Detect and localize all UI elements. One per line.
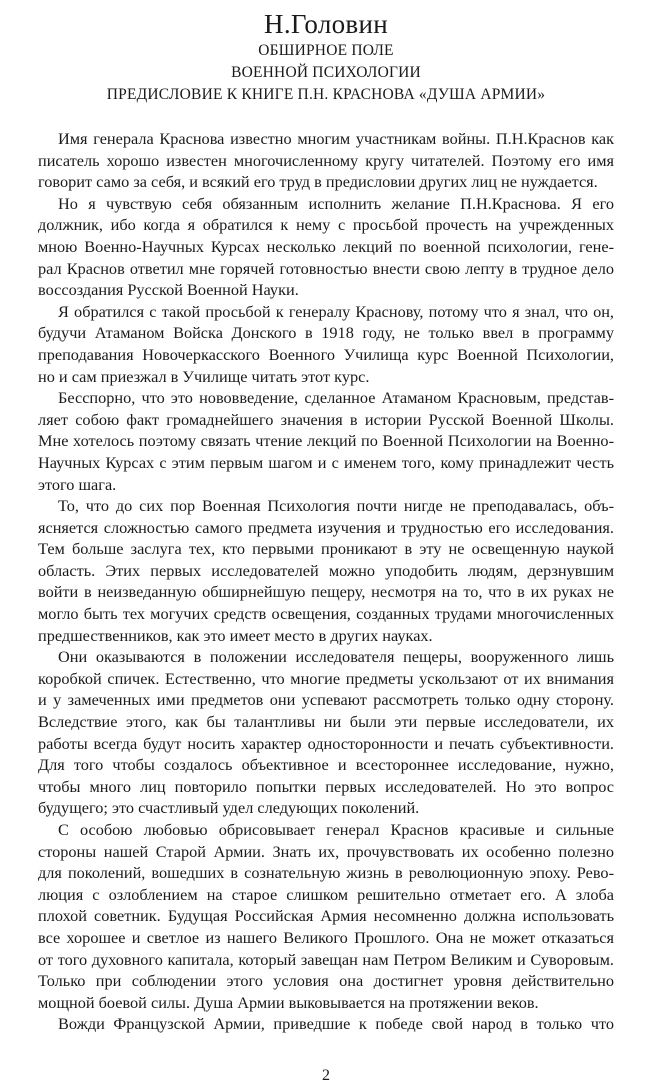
paragraph — [38, 128, 614, 193]
article-body — [38, 128, 614, 1035]
text-line: для поколений, вошедших в сознательную жизнь в революционную эпоху. Рево- — [38, 863, 614, 883]
text-line: все хорошее и светлое из нашего Великого Прошлого. Она не может отказаться — [38, 927, 614, 947]
paragraph — [38, 646, 614, 819]
text-line: С особою любовью обрисовывает генерал Краснов красивые и сильные — [58, 820, 614, 839]
text-line: будучи Атаманом Войска Донского в 1918 году, не только ввел в программу — [38, 323, 614, 343]
page-number: 2 — [322, 1067, 330, 1084]
text-line: Научных Курсах с этим первым шагом и с именем того, кому принадлежит честь — [38, 452, 614, 472]
text-line: воссоздания Русской Военной Науки. — [38, 280, 299, 300]
text-line: Для того чтобы создалось объективное и всестороннее исследование, нужно, — [38, 755, 614, 775]
title-line: ВОЕННОЙ ПСИХОЛОГИИ — [231, 64, 421, 81]
text-line: ляет собою факт громаднейшего значения в истории Русской Военной Школы. — [38, 409, 614, 429]
text-line: Вожди Французской Армии, приведшие к победе свой народ в только что — [58, 1014, 614, 1034]
text-line: люция с озлоблением на старое слишком решительно отметает его. А злоба — [38, 884, 614, 904]
text-line: будущего; это счастливый удел следующих поколений. — [38, 798, 420, 818]
paragraph — [38, 387, 614, 495]
text-line: и у замеченных ими предметов они успевают рассмотреть только одну сторону. — [38, 690, 614, 710]
text-line: Но я чувствую себя обязанным исполнить желание П.Н.Краснова. Я его — [58, 193, 614, 213]
text-line: войти в неизведанную обширнейшую пещеру, несмотря на то, что в их руках не — [38, 582, 614, 602]
paragraph — [38, 301, 614, 387]
text-line: могло быть тех могучих средств освещения, созданных трудами многочисленных — [38, 604, 614, 624]
paragraph — [38, 1013, 614, 1035]
text-line: стороны нашей Старой Армии. Знать их, прочувствовать их особенно полезно — [38, 841, 614, 861]
text-line: мною Военно-Научных Курсах несколько лекций по военной психологии, гене- — [38, 236, 614, 256]
text-line: Они оказываются в положении исследователя пещеры, вооруженного лишь — [58, 647, 614, 667]
text-line: Я обратился с такой просьбой к генералу Краснову, потому что я знал, что он, — [58, 301, 614, 321]
paragraph — [38, 819, 614, 1013]
paragraph — [38, 495, 614, 646]
text-line: Только при соблюдении этого условия она достигнет уровня действительно — [38, 971, 614, 991]
subtitle-line: ПРЕДИСЛОВИЕ К КНИГЕ П.Н. КРАСНОВА «ДУША АРМИИ» — [106, 86, 546, 103]
text-line: предшественников, как это имеет место в других науках. — [38, 625, 433, 645]
text-line: преподавания Новочеркасского Военного Училища курс Военной Психологии, — [38, 344, 614, 364]
text-line: плохой советник. Будущая Российская Армия несомненно должна использовать — [38, 906, 614, 926]
text-line: работы всегда будут носить характер односторонности и печать субъективности. — [38, 733, 614, 753]
text-line: Бесспорно, что это нововведение, сделанное Атаманом Красновым, представ- — [58, 388, 614, 408]
text-line: То, что до сих пор Военная Психология почти нигде не преподавалась, объ- — [58, 496, 614, 516]
text-line: коробкой спичек. Естественно, что многие предметы ускользают от их внимания — [38, 668, 614, 688]
text-line: область. Этих первых исследователей можно уподобить людям, дерзнувшим — [38, 560, 614, 580]
text-line: от того духовного капитала, который завещан нам Петром Великим и Суворовым. — [38, 949, 614, 969]
text-line: должник, ибо когда я обратился к нему с просьбой прочесть на учрежденных — [38, 215, 614, 235]
text-line: Вследствие этого, как бы талантливы ни были эти первые исследователи, их — [38, 712, 614, 732]
text-line: чтобы много лиц повторило попытки первых исследователей. Но это вопрос — [38, 776, 614, 796]
author-name: Н.Головин — [264, 9, 388, 39]
title-line: ОБШИРНОЕ ПОЛЕ — [258, 42, 394, 59]
text-line: писатель хорошо известен многочисленному кругу читателей. Поэтому его имя — [38, 150, 614, 170]
paragraph — [38, 193, 614, 301]
text-line: но и сам приезжал в Училище читать этот курс. — [38, 366, 370, 386]
text-line: ясняется сложностью самого предмета изучения и трудностью его исследования. — [38, 517, 614, 537]
text-line: Мне хотелось поэтому связать чтение лекций по Военной Психологии на Военно- — [38, 431, 614, 451]
text-line: мощной боевой силы. Душа Армии выковывается на протяжении веков. — [38, 992, 539, 1012]
article-header — [0, 8, 652, 106]
text-line: говорит само за себя, и всякий его труд в предисловии других лиц не нуждается. — [38, 172, 598, 192]
text-line: Имя генерала Краснова известно многим участникам войны. П.Н.Краснов как — [58, 129, 614, 148]
text-line: этого шага. — [38, 474, 117, 494]
text-line: Тем больше заслуга тех, кто первыми проникают в эту не освещенную наукой — [38, 539, 614, 559]
text-line: рал Краснов ответил мне горячей готовностью внести свою лепту в трудное дело — [38, 258, 614, 278]
